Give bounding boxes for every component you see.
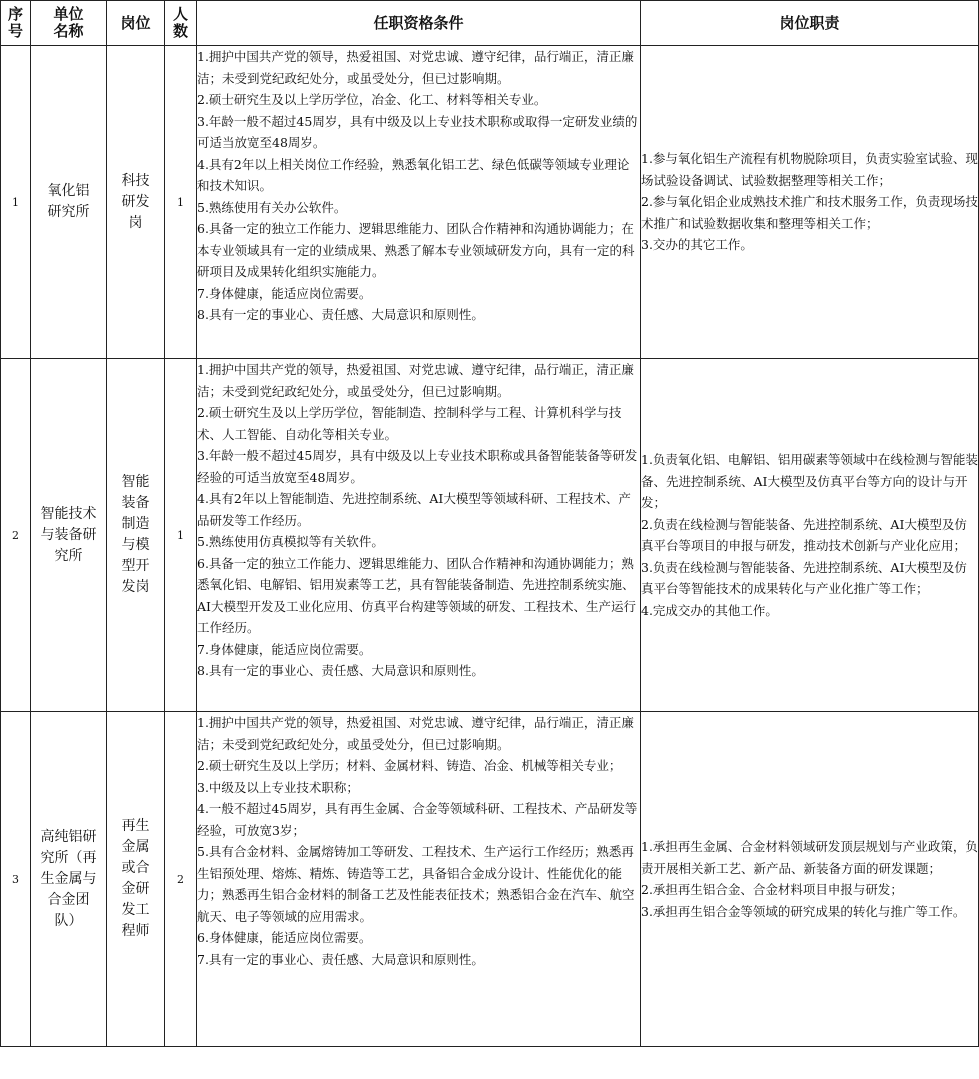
header-count: 人数 — [165, 1, 197, 46]
row-post: 智能装备制造与模型开发岗 — [107, 359, 165, 712]
table-row — [1, 46, 979, 359]
header-requirements: 任职资格条件 — [197, 1, 641, 46]
header-unit: 单位名称 — [31, 1, 107, 46]
requirement-item: 7.身体健康，能适应岗位需要。 — [197, 285, 372, 301]
header-duties: 岗位职责 — [641, 1, 979, 46]
duty-item: 3.承担再生铝合金等领域的研究成果的转化与推广等工作。 — [641, 903, 966, 919]
row-count: 2 — [165, 712, 197, 1047]
table-header-row — [1, 1, 979, 46]
requirement-item: 2.硕士研究生及以上学历学位，冶金、化工、材料等相关专业。 — [197, 92, 547, 107]
row-requirements — [197, 712, 641, 1047]
duty-item: 1.负责氧化铝、电解铝、铝用碳素等领域中在线检测与智能装备、先进控制系统、AI大模型及仿真平台等方向的设计与开发； — [641, 452, 978, 510]
requirement-item: 8.具有一定的事业心、责任感、大局意识和原则性。 — [197, 663, 484, 678]
requirement-item: 5.熟练使用仿真模拟等有关软件。 — [197, 534, 384, 549]
row-seq: 2 — [1, 359, 31, 712]
duty-item: 3.交办的其它工作。 — [641, 237, 753, 253]
requirement-item: 8.具有一定的事业心、责任感、大局意识和原则性。 — [197, 307, 484, 322]
requirement-item: 6.具备一定的独立工作能力、逻辑思维能力、团队合作精神和沟通协调能力；熟悉氧化铝、电解铝、铝用炭素等工艺，具有智能装备制造、先进控制系统实施、AI大模型开发及工业化应用、仿真平台构建等领域的研发、工程技术、生产运行工作经历。 — [197, 555, 636, 635]
row-unit: 氧化铝研究所 — [31, 46, 107, 359]
header-post: 岗位 — [107, 1, 165, 46]
table-row — [1, 712, 979, 1047]
table-row — [1, 359, 979, 712]
duty-item: 2.承担再生铝合金、合金材料项目申报与研发； — [641, 882, 903, 897]
row-duties — [641, 46, 979, 359]
row-count: 1 — [165, 359, 197, 712]
duty-item: 1.承担再生金属、合金材料领域研发顶层规划与产业政策，负责开展相关新工艺、新产品、新装备方面的研发课题； — [641, 839, 978, 876]
row-unit: 智能技术与装备研究所 — [31, 359, 107, 712]
row-requirements — [197, 46, 641, 359]
row-seq: 3 — [1, 712, 31, 1047]
requirement-item: 1.拥护中国共产党的领导，热爱祖国、对党忠诚、遵守纪律，品行端正，清正廉洁；未受到党纪政纪处分，或虽受处分，但已过影响期。 — [197, 362, 634, 399]
requirement-item: 3.年龄一般不超过45周岁，具有中级及以上专业技术职称或取得一定研发业绩的可适当放宽至48周岁。 — [197, 113, 638, 150]
duty-item: 3.负责在线检测与智能装备、先进控制系统、AI大模型及仿真平台等智能技术的成果转化与产业化推广等工作； — [641, 559, 967, 596]
requirement-item: 2.硕士研究生及以上学历；材料、金属材料、铸造、冶金、机械等相关专业； — [197, 758, 622, 773]
requirement-item: 4.具有2年以上相关岗位工作经验，熟悉氧化铝工艺、绿色低碳等领域专业理论和技术知识。 — [197, 156, 630, 193]
requirement-item: 3.中级及以上专业技术职称； — [197, 779, 359, 795]
requirement-item: 3.年龄一般不超过45周岁，具有中级及以上专业技术职称或具备智能装备等研发经验的可适当放宽至48周岁。 — [197, 448, 638, 485]
row-requirements — [197, 359, 641, 712]
requirement-item: 6.具备一定的独立工作能力、逻辑思维能力、团队合作精神和沟通协调能力；在本专业领域具有一定的业绩成果、熟悉了解本专业领域研发方向，具有一定的科研项目及成果转化组织实施能力。 — [197, 221, 635, 279]
requirement-item: 1.拥护中国共产党的领导，热爱祖国、对党忠诚、遵守纪律，品行端正，清正廉洁；未受到党纪政纪处分，或虽受处分，但已过影响期。 — [197, 49, 634, 86]
requirement-item: 5.熟练使用有关办公软件。 — [197, 199, 347, 215]
requirement-item: 1.拥护中国共产党的领导，热爱祖国、对党忠诚、遵守纪律，品行端正，清正廉洁；未受到党纪政纪处分，或虽受处分，但已过影响期。 — [197, 715, 634, 752]
requirement-item: 6.身体健康，能适应岗位需要。 — [197, 930, 372, 945]
duty-item: 4.完成交办的其他工作。 — [641, 602, 778, 618]
row-post: 科技研发岗 — [107, 46, 165, 359]
row-duties — [641, 359, 979, 712]
header-seq: 序号 — [1, 1, 31, 46]
duty-item: 2.参与氧化铝企业成熟技术推广和技术服务工作，负责现场技术推广和试验数据收集和整理等相关工作； — [641, 194, 978, 231]
requirement-item: 4.具有2年以上智能制造、先进控制系统、AI大模型等领域科研、工程技术、产品研发等工作经历。 — [197, 491, 631, 528]
requirement-item: 7.身体健康，能适应岗位需要。 — [197, 641, 372, 657]
row-duties — [641, 712, 979, 1047]
row-seq: 1 — [1, 46, 31, 359]
duty-item: 1.参与氧化铝生产流程有机物脱除项目，负责实验室试验、现场试验设备调试、试验数据整理等相关工作； — [641, 151, 978, 188]
row-count: 1 — [165, 46, 197, 359]
requirement-item: 5.具有合金材料、金属熔铸加工等研发、工程技术、生产运行工作经历；熟悉再生铝预处理、熔炼、精炼、铸造等工艺，具备铝合金成分设计、性能优化的能力；熟悉再生铝合金材料的制备工艺及性能表征技术；熟悉铝合金在汽车、航空航天、电子等领域的应用需求。 — [197, 844, 635, 924]
requirement-item: 7.具有一定的事业心、责任感、大局意识和原则性。 — [197, 951, 484, 967]
duty-item: 2.负责在线检测与智能装备、先进控制系统、AI大模型及仿真平台等项目的申报与研发，推动技术创新与产业化应用； — [641, 516, 967, 553]
row-post: 再生金属或合金研发工程师 — [107, 712, 165, 1047]
row-unit: 高纯铝研究所（再生金属与合金团队） — [31, 712, 107, 1047]
requirement-item: 4.一般不超过45周岁，具有再生金属、合金等领域科研、工程技术、产品研发等经验，可放宽3岁； — [197, 801, 638, 838]
requirement-item: 2.硕士研究生及以上学历学位，智能制造、控制科学与工程、计算机科学与技术、人工智能、自动化等相关专业。 — [197, 405, 622, 442]
